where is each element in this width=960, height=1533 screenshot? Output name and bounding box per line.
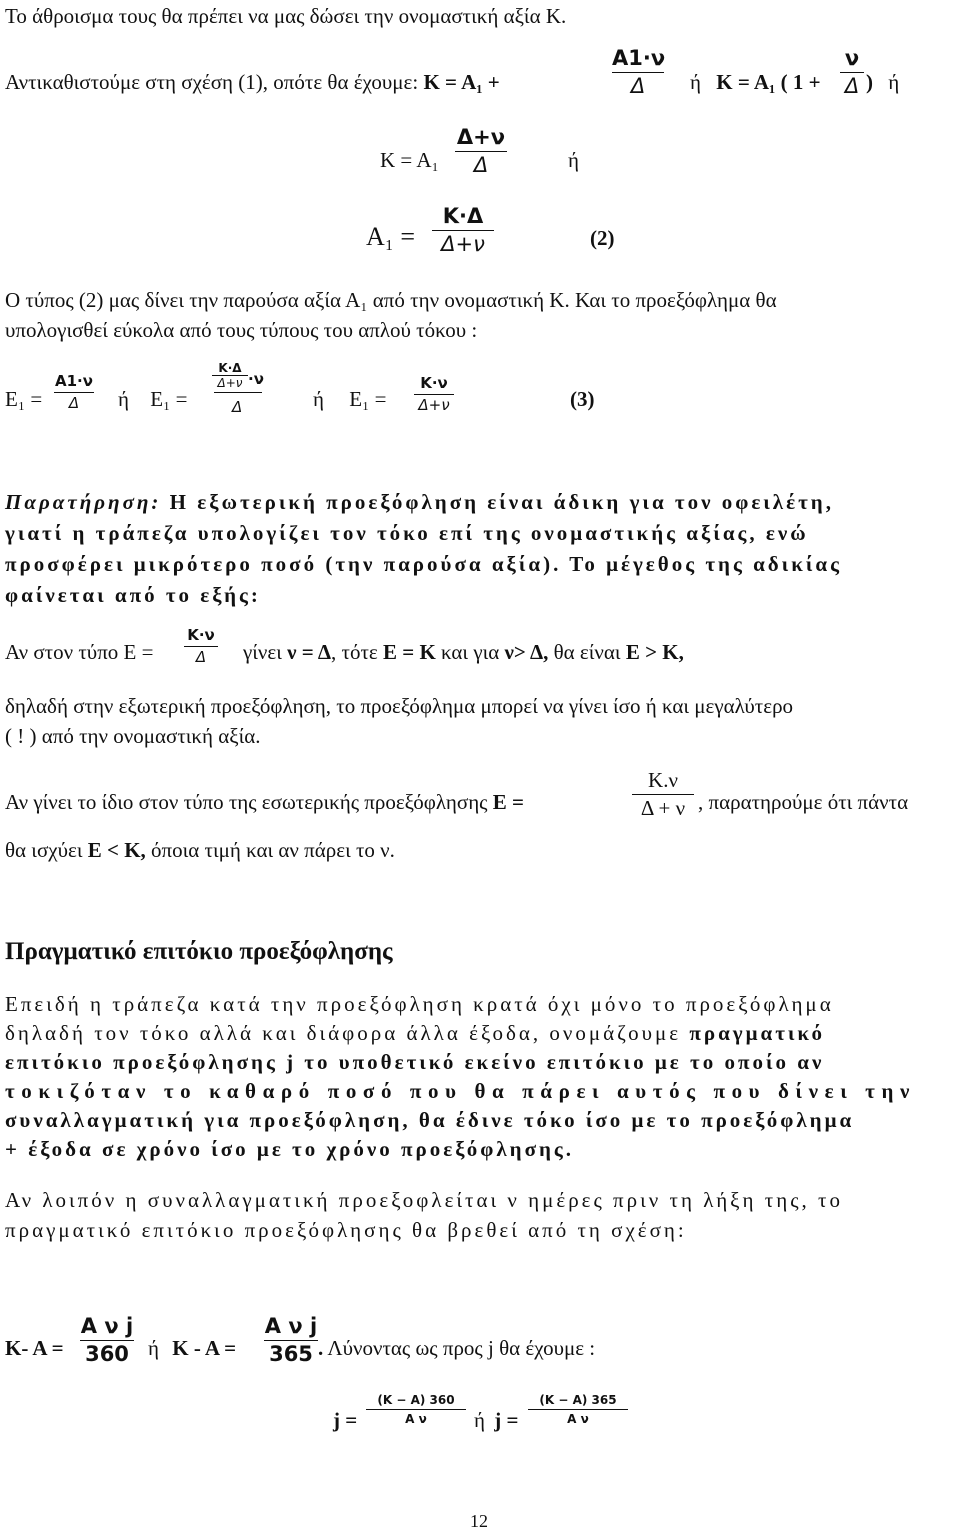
sentence: επιτόκιο προεξόφλησης j το υποθετικό εκείνο επιτόκιο με το οποίο αν — [5, 1050, 825, 1074]
or-word: ή — [888, 70, 900, 94]
formula-line-1 — [5, 70, 500, 95]
denominator: 360 — [85, 1342, 129, 1366]
formula-lhs: Ε = — [492, 790, 524, 814]
denominator: Δ+ν — [441, 232, 485, 256]
sentence: , παρατηρούμε ότι πάντα — [698, 790, 909, 814]
sentence: δηλαδή στην εξωτερική προεξόφληση, το προεξόφλημα μπορεί να γίνει ίσο ή και μεγαλύτερο — [5, 694, 794, 718]
bold-part: ν = Δ — [287, 640, 332, 664]
formula-lhs: Ε₁ = — [150, 387, 188, 411]
formula-part — [148, 1336, 236, 1361]
sentence: γιατί η τράπεζα υπολογίζει τον τόκο επί της ονομαστικής αξίας, ενώ — [5, 521, 809, 545]
formula-part — [690, 70, 821, 95]
formula-part: Κ = Α₁ ( 1 + — [716, 70, 821, 94]
sentence: Αν λοιπόν η συναλλαγματική προεξοφλείται ν ημέρες πριν τη λήξη της, το — [5, 1188, 843, 1212]
bold-term: πραγματικό — [689, 1021, 825, 1045]
text-part: και για — [435, 640, 505, 664]
remark-line — [5, 583, 261, 608]
numerator: Κ.ν — [648, 768, 678, 792]
formula-line — [243, 640, 684, 665]
paragraph-line — [5, 288, 777, 313]
denominator: Δ — [68, 394, 80, 412]
heading-text: Πραγματικό επιτόκιο προεξόφλησης — [5, 938, 393, 965]
fraction-bar — [612, 72, 664, 73]
text-part: γίνει — [243, 640, 288, 664]
denominator: 365 — [269, 1342, 313, 1366]
numerator: Α1·ν — [612, 46, 666, 70]
fraction-bar — [432, 230, 494, 231]
paragraph-line — [5, 1137, 574, 1162]
formula-part — [5, 1336, 64, 1361]
fraction — [54, 374, 94, 411]
remark-line — [5, 490, 834, 515]
or-word: ή — [118, 387, 129, 411]
fraction-bar — [455, 151, 507, 152]
fraction — [264, 1316, 318, 1365]
numerator: Δ+ν — [456, 125, 506, 149]
formula-lhs: Κ = Α₁ — [380, 148, 439, 172]
equation-label — [590, 226, 615, 251]
denominator: Δ — [195, 648, 207, 666]
sentence: Επειδή η τράπεζα κατά την προεξόφληση κρατά όχι μόνο το προεξόφλημα — [5, 992, 834, 1016]
denominator: Α ν — [405, 1412, 427, 1426]
formula-part — [474, 1408, 518, 1433]
fraction — [366, 1394, 466, 1425]
sentence: φαίνεται από το εξής: — [5, 583, 261, 607]
or-word: ή — [690, 70, 701, 94]
paragraph-line — [5, 1079, 916, 1104]
paragraph-line — [5, 724, 261, 749]
denominator: Δ — [473, 153, 489, 177]
equation-label — [570, 387, 595, 412]
formula-part — [318, 1336, 595, 1361]
formula-lhs: Κ- Α = — [5, 1336, 64, 1360]
formula-lhs: Ε₁ = — [349, 387, 387, 411]
paragraph-line — [5, 1218, 687, 1243]
text-part: όποια τιμή και αν πάρει το ν. — [145, 838, 395, 862]
numerator: (Κ − Α) 365 — [539, 1393, 617, 1407]
sentence: ( ! ) από την ονομαστική αξία. — [5, 724, 261, 748]
formula-part — [333, 1408, 357, 1433]
nu-symbol: ·ν — [248, 370, 264, 388]
fraction — [432, 206, 494, 255]
paragraph-line — [5, 1050, 824, 1075]
paragraph-line — [5, 1188, 843, 1213]
fraction-bar — [528, 1409, 628, 1410]
page-number — [470, 1511, 488, 1532]
denominator: Δ+ν — [418, 396, 450, 414]
remark-line — [5, 521, 809, 546]
denominator: Δ — [844, 74, 860, 98]
fraction — [632, 770, 694, 819]
denominator: Α ν — [567, 1412, 589, 1426]
fraction-bar — [264, 1340, 318, 1341]
numerator: Α ν j — [80, 1314, 134, 1338]
formula-part — [866, 70, 899, 95]
fraction-bar — [414, 394, 454, 395]
sentence: δηλαδή τον τόκο αλλά και διάφορα άλλα έξοδα, ονομάζουμε — [5, 1021, 690, 1045]
text-part: , τότε — [331, 640, 383, 664]
sentence: συναλλαγματική για προεξόφληση, θα έδινε τόκο ίσο με το προεξόφλημα — [5, 1108, 855, 1132]
sentence: προσφέρει μικρότερο ποσό (την παρούσα αξία). Το μέγεθος της αδικίας — [5, 552, 842, 576]
denominator — [232, 398, 242, 416]
sentence: Αν γίνει το ίδιο στον τύπο της εσωτερικής προεξόφλησης — [5, 790, 493, 814]
or-word: ή — [313, 387, 324, 411]
formula-lhs: j = — [333, 1408, 358, 1432]
section-heading — [5, 938, 393, 966]
fraction — [840, 48, 864, 97]
remark-label: Παρατήρηση: — [5, 490, 162, 514]
paragraph-line — [5, 838, 395, 863]
label-2: (2) — [590, 226, 615, 250]
fraction-bar — [632, 794, 694, 795]
sentence: υπολογισθεί εύκολα από τους τύπους του απλού τόκου : — [5, 318, 478, 342]
sentence: Το άθροισμα τους θα πρέπει να μας δώσει την ονομαστική αξία Κ. — [5, 4, 567, 28]
paragraph-line — [5, 694, 793, 719]
bold-part: ν> Δ, — [504, 640, 549, 664]
paragraph-line — [5, 992, 834, 1017]
numerator: ν — [844, 46, 860, 70]
or-word: ή — [568, 148, 579, 172]
sentence: Η εξωτερική προεξόφληση είναι άδικη για τον οφειλέτη, — [161, 490, 834, 514]
numerator: Κ·ν — [187, 626, 215, 644]
formula-lhs: Α₁ = — [366, 222, 416, 251]
formula-line — [698, 790, 908, 815]
label-3: (3) — [570, 387, 595, 411]
fraction-bar — [214, 392, 262, 393]
text-part: θα ισχύει — [5, 838, 88, 862]
fraction-bar — [54, 392, 94, 393]
bold-part: Ε < Κ, — [87, 838, 146, 862]
bold-part: Ε > Κ, — [625, 640, 684, 664]
paragraph-line — [5, 1021, 825, 1046]
sentence: Αντικαθιστούμε στη σχέση (1), οπότε θα έχουμε: — [5, 70, 424, 94]
denominator-text: Δ — [232, 398, 243, 416]
numerator: Κ·Δ — [218, 361, 242, 375]
numerator: Κ·ν — [420, 374, 448, 392]
formula-lhs: j = — [494, 1408, 519, 1432]
fraction-bar — [80, 1340, 134, 1341]
sentence: Ο τύπος (2) μας δίνει την παρούσα αξία Α₁ από την ονομαστική Κ. Και το προεξόφλημα θα — [5, 288, 777, 312]
text-line — [5, 4, 566, 29]
fraction — [414, 376, 454, 413]
numerator: Α ν j — [264, 1314, 318, 1338]
period: . — [318, 1336, 324, 1360]
remark-line — [5, 552, 842, 577]
formula-part: Κ = Α₁ + — [423, 70, 500, 94]
paren: ) — [866, 70, 873, 94]
formula-part — [248, 370, 264, 388]
formula-part — [5, 387, 42, 412]
fraction — [455, 127, 507, 176]
or-word: ή — [148, 1336, 159, 1360]
paragraph-line — [5, 1108, 854, 1133]
formula-line — [5, 790, 524, 815]
sentence: + έξοδα σε χρόνο ίσο με το χρόνο προεξόφλησης. — [5, 1137, 575, 1161]
numerator: Α1·ν — [55, 372, 93, 390]
formula-line — [5, 640, 153, 665]
formula-lhs: Ε₁ = — [5, 387, 43, 411]
formula-lhs: Κ - Α = — [172, 1336, 237, 1360]
formula-part — [313, 387, 386, 412]
fraction-bar — [366, 1409, 466, 1410]
sentence: πραγματικό επιτόκιο προεξόφλησης θα βρεθεί από τη σχέση: — [5, 1218, 687, 1242]
formula-part — [380, 148, 439, 173]
paragraph-line — [5, 318, 477, 343]
sentence: Λύνοντας ως προς j θα έχουμε : — [323, 1336, 596, 1360]
numerator: (Κ − Α) 360 — [377, 1393, 455, 1407]
fraction — [212, 362, 248, 389]
fraction — [528, 1394, 628, 1425]
fraction — [184, 628, 218, 665]
fraction-bar — [184, 646, 218, 647]
or-word: ή — [474, 1408, 485, 1432]
denominator: Δ + ν — [640, 796, 686, 820]
sentence: τοκιζόταν το καθαρό ποσό που θα πάρει αυτός που δίνει την — [5, 1079, 916, 1103]
denominator: Δ+ν — [217, 376, 243, 390]
formula-part — [568, 148, 579, 173]
fraction-bar — [840, 72, 864, 73]
fraction — [612, 48, 664, 97]
bold-part: Ε = Κ — [382, 640, 436, 664]
formula-part — [118, 387, 187, 412]
page-number-text: 12 — [470, 1511, 488, 1531]
denominator: Δ — [630, 74, 646, 98]
sentence: Αν στον τύπο Ε = — [5, 640, 154, 664]
numerator: Κ·Δ — [442, 204, 484, 228]
text-part: θα είναι — [548, 640, 626, 664]
fraction — [80, 1316, 134, 1365]
formula-part — [366, 222, 415, 252]
